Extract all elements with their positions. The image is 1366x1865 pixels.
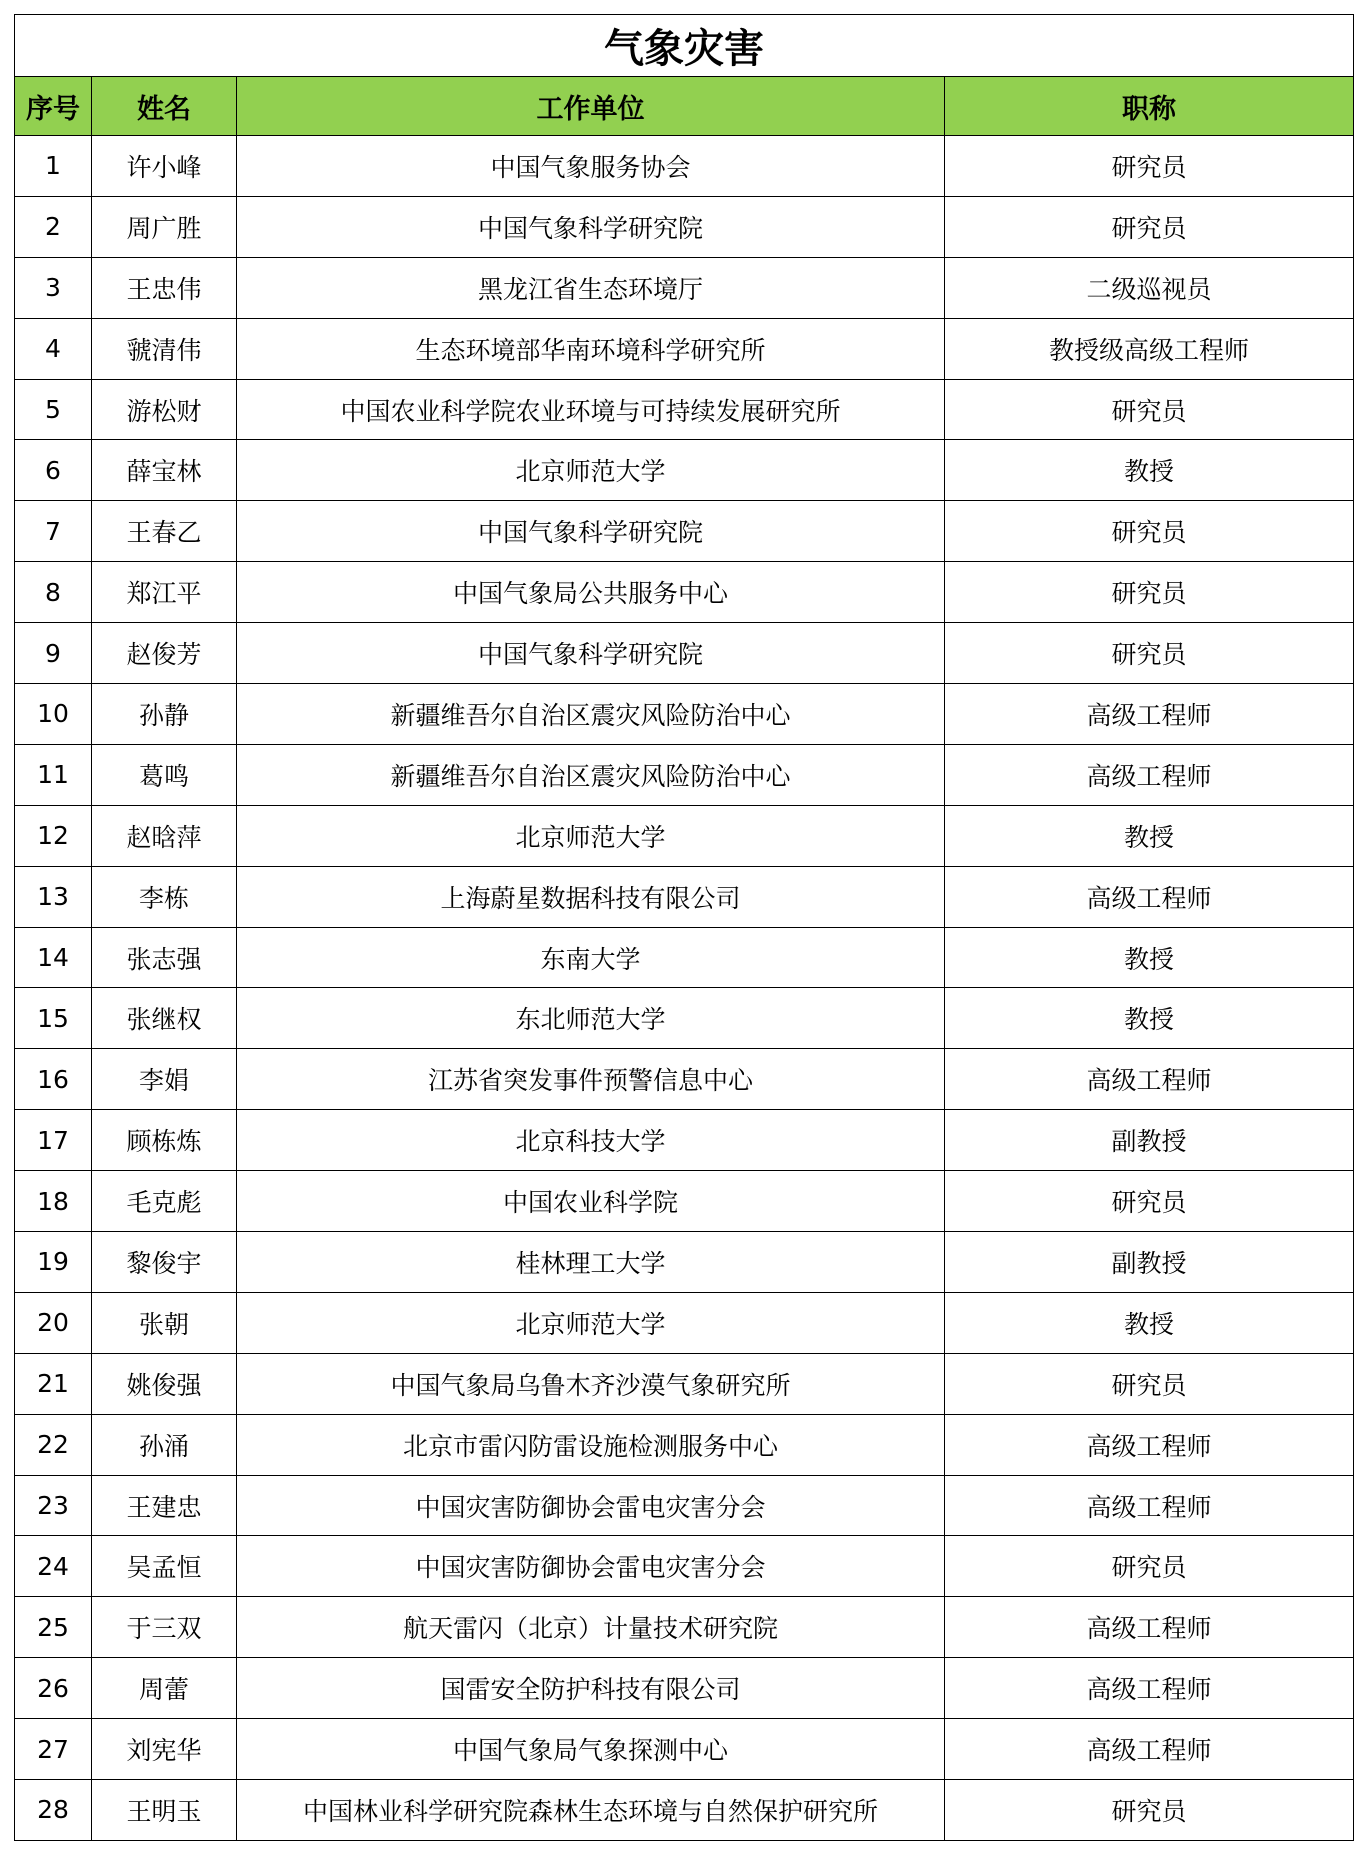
cell-title: 二级巡视员 [945, 257, 1354, 318]
table-row [15, 1232, 1354, 1293]
table-row [15, 1049, 1354, 1110]
cell-name: 许小峰 [92, 136, 237, 197]
cell-org: 北京师范大学 [237, 1292, 945, 1353]
cell-title: 高级工程师 [945, 1049, 1354, 1110]
table-row [15, 501, 1354, 562]
cell-no: 12 [15, 805, 92, 866]
cell-org: 东北师范大学 [237, 988, 945, 1049]
table-row [15, 440, 1354, 501]
cell-name: 葛鸣 [92, 744, 237, 805]
cell-title: 教授 [945, 927, 1354, 988]
cell-name: 李栋 [92, 866, 237, 927]
table-row [15, 1597, 1354, 1658]
cell-no: 15 [15, 988, 92, 1049]
cell-org: 东南大学 [237, 927, 945, 988]
table-row [15, 1110, 1354, 1171]
table-row [15, 196, 1354, 257]
table-row [15, 136, 1354, 197]
cell-org: 生态环境部华南环境科学研究所 [237, 318, 945, 379]
cell-no: 2 [15, 196, 92, 257]
cell-org: 黑龙江省生态环境厅 [237, 257, 945, 318]
cell-org: 北京师范大学 [237, 805, 945, 866]
cell-name: 王春乙 [92, 501, 237, 562]
cell-title: 高级工程师 [945, 1658, 1354, 1719]
cell-name: 毛克彪 [92, 1171, 237, 1232]
cell-org: 中国气象科学研究院 [237, 623, 945, 684]
cell-no: 20 [15, 1292, 92, 1353]
cell-org: 航天雷闪（北京）计量技术研究院 [237, 1597, 945, 1658]
cell-title: 研究员 [945, 1171, 1354, 1232]
cell-org: 中国林业科学研究院森林生态环境与自然保护研究所 [237, 1780, 945, 1841]
table-row [15, 1780, 1354, 1841]
table-row [15, 866, 1354, 927]
cell-no: 13 [15, 866, 92, 927]
cell-no: 3 [15, 257, 92, 318]
cell-no: 19 [15, 1232, 92, 1293]
table-row [15, 1414, 1354, 1475]
cell-title: 研究员 [945, 136, 1354, 197]
cell-no: 22 [15, 1414, 92, 1475]
table-row [15, 684, 1354, 745]
header-no: 序号 [15, 77, 92, 136]
cell-name: 于三双 [92, 1597, 237, 1658]
cell-name: 孙涌 [92, 1414, 237, 1475]
table-row [15, 562, 1354, 623]
cell-title: 副教授 [945, 1232, 1354, 1293]
header-row [15, 77, 1354, 136]
cell-no: 27 [15, 1719, 92, 1780]
cell-org: 中国气象局公共服务中心 [237, 562, 945, 623]
cell-no: 25 [15, 1597, 92, 1658]
cell-title: 高级工程师 [945, 744, 1354, 805]
title-row [15, 15, 1354, 77]
cell-title: 高级工程师 [945, 866, 1354, 927]
cell-title: 研究员 [945, 196, 1354, 257]
cell-no: 16 [15, 1049, 92, 1110]
cell-no: 23 [15, 1475, 92, 1536]
cell-name: 李娟 [92, 1049, 237, 1110]
cell-org: 中国农业科学院农业环境与可持续发展研究所 [237, 379, 945, 440]
cell-org: 江苏省突发事件预警信息中心 [237, 1049, 945, 1110]
table-row [15, 379, 1354, 440]
cell-name: 赵晗萍 [92, 805, 237, 866]
experts-table [14, 14, 1354, 1841]
table-row [15, 1719, 1354, 1780]
cell-org: 中国灾害防御协会雷电灾害分会 [237, 1536, 945, 1597]
cell-name: 虢清伟 [92, 318, 237, 379]
cell-name: 薛宝林 [92, 440, 237, 501]
cell-name: 刘宪华 [92, 1719, 237, 1780]
cell-title: 研究员 [945, 1780, 1354, 1841]
cell-title: 研究员 [945, 1353, 1354, 1414]
cell-no: 18 [15, 1171, 92, 1232]
cell-name: 吴孟恒 [92, 1536, 237, 1597]
cell-name: 王建忠 [92, 1475, 237, 1536]
cell-no: 6 [15, 440, 92, 501]
cell-title: 教授 [945, 805, 1354, 866]
cell-name: 周蕾 [92, 1658, 237, 1719]
cell-name: 顾栋炼 [92, 1110, 237, 1171]
cell-no: 10 [15, 684, 92, 745]
cell-name: 张继权 [92, 988, 237, 1049]
table-row [15, 988, 1354, 1049]
cell-org: 中国气象局气象探测中心 [237, 1719, 945, 1780]
cell-title: 研究员 [945, 562, 1354, 623]
cell-name: 张志强 [92, 927, 237, 988]
cell-title: 高级工程师 [945, 1597, 1354, 1658]
cell-org: 中国灾害防御协会雷电灾害分会 [237, 1475, 945, 1536]
cell-title: 教授 [945, 1292, 1354, 1353]
cell-no: 21 [15, 1353, 92, 1414]
cell-org: 上海蔚星数据科技有限公司 [237, 866, 945, 927]
cell-org: 桂林理工大学 [237, 1232, 945, 1293]
cell-title: 高级工程师 [945, 1414, 1354, 1475]
cell-no: 14 [15, 927, 92, 988]
cell-org: 北京科技大学 [237, 1110, 945, 1171]
cell-no: 26 [15, 1658, 92, 1719]
table-row [15, 1475, 1354, 1536]
table-row [15, 744, 1354, 805]
cell-org: 中国气象服务协会 [237, 136, 945, 197]
table-row [15, 257, 1354, 318]
cell-name: 游松财 [92, 379, 237, 440]
cell-org: 中国农业科学院 [237, 1171, 945, 1232]
table-row [15, 1353, 1354, 1414]
cell-no: 5 [15, 379, 92, 440]
cell-org: 国雷安全防护科技有限公司 [237, 1658, 945, 1719]
table-title: 气象灾害 [15, 15, 1354, 77]
cell-org: 新疆维吾尔自治区震灾风险防治中心 [237, 744, 945, 805]
cell-title: 教授 [945, 440, 1354, 501]
cell-name: 张朝 [92, 1292, 237, 1353]
cell-title: 高级工程师 [945, 684, 1354, 745]
header-title: 职称 [945, 77, 1354, 136]
cell-org: 新疆维吾尔自治区震灾风险防治中心 [237, 684, 945, 745]
table-row [15, 1658, 1354, 1719]
cell-org: 北京市雷闪防雷设施检测服务中心 [237, 1414, 945, 1475]
cell-org: 中国气象局乌鲁木齐沙漠气象研究所 [237, 1353, 945, 1414]
cell-name: 姚俊强 [92, 1353, 237, 1414]
header-org: 工作单位 [237, 77, 945, 136]
header-name: 姓名 [92, 77, 237, 136]
cell-no: 17 [15, 1110, 92, 1171]
cell-no: 4 [15, 318, 92, 379]
table-row [15, 1171, 1354, 1232]
cell-name: 黎俊宇 [92, 1232, 237, 1293]
cell-org: 中国气象科学研究院 [237, 196, 945, 257]
cell-title: 高级工程师 [945, 1475, 1354, 1536]
cell-title: 研究员 [945, 379, 1354, 440]
cell-name: 王忠伟 [92, 257, 237, 318]
cell-title: 研究员 [945, 623, 1354, 684]
table-row [15, 1292, 1354, 1353]
cell-no: 28 [15, 1780, 92, 1841]
cell-no: 9 [15, 623, 92, 684]
table-row [15, 927, 1354, 988]
cell-title: 副教授 [945, 1110, 1354, 1171]
cell-title: 教授级高级工程师 [945, 318, 1354, 379]
cell-name: 郑江平 [92, 562, 237, 623]
cell-title: 研究员 [945, 1536, 1354, 1597]
cell-name: 周广胜 [92, 196, 237, 257]
cell-title: 研究员 [945, 501, 1354, 562]
cell-title: 教授 [945, 988, 1354, 1049]
cell-org: 中国气象科学研究院 [237, 501, 945, 562]
cell-no: 7 [15, 501, 92, 562]
cell-no: 24 [15, 1536, 92, 1597]
table-body [15, 136, 1354, 1841]
table-row [15, 1536, 1354, 1597]
cell-name: 赵俊芳 [92, 623, 237, 684]
table-row [15, 318, 1354, 379]
cell-name: 王明玉 [92, 1780, 237, 1841]
table-row [15, 623, 1354, 684]
table-row [15, 805, 1354, 866]
cell-org: 北京师范大学 [237, 440, 945, 501]
cell-no: 8 [15, 562, 92, 623]
spreadsheet [14, 14, 1353, 1841]
cell-title: 高级工程师 [945, 1719, 1354, 1780]
cell-no: 11 [15, 744, 92, 805]
cell-name: 孙静 [92, 684, 237, 745]
cell-no: 1 [15, 136, 92, 197]
